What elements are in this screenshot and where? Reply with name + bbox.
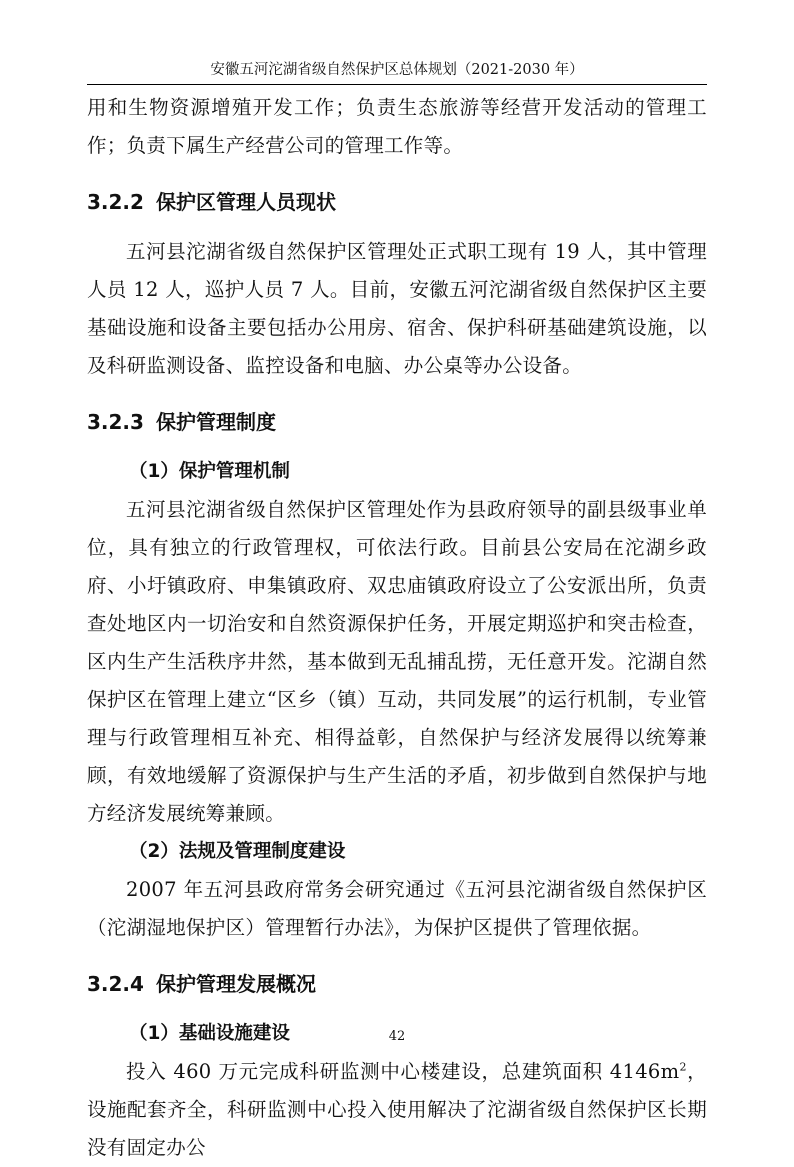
section-heading-3-2-4 [87,965,707,1003]
subheading-regulations: （2）法规及管理制度建设 [129,841,346,862]
header-rule [87,84,707,85]
paragraph-infrastructure [87,1053,707,1167]
paragraph-text-part: ，设施配套齐全，科研监测中心投入使用解决了沱湖省级自然保护区长期没有固定办公 [87,1060,707,1159]
paragraph-staff-status: 五河县沱湖省级自然保护区管理处正式职工现有 19 人，其中管理人员 12 人，巡护人员 7 人。目前，安徽五河沱湖省级自然保护区主要基础设施和设备主要包括办公用房、宿舍、保护科研基础建筑设施，以及科研监测设备、监控设备和电脑、办公桌等办公设备。 [87,240,707,377]
paragraph-management-mechanism: 五河县沱湖省级自然保护区管理处作为县政府领导的副县级事业单位，具有独立的行政管理权，可依法行政。目前县公安局在沱湖乡政府、小圩镇政府、申集镇政府、双忠庙镇政府设立了公安派出所，负责查处地区内一切治安和自然资源保护任务，开展定期巡护和突击检查，区内生产生活秩序井然，基本做到无乱捕乱捞，无任意开发。沱湖自然保护区在管理上建立“区乡（镇）互动，共同发展”的运行机制，专业管理与行政管理相互补充、相得益彰，自然保护与经济发展得以统筹兼顾，有效地缓解了资源保护与生产生活的矛盾，初步做到自然保护与地方经济发展统筹兼顾。 [87,498,707,825]
page-body [87,89,707,1167]
section-number: 3.2.4 [87,972,144,996]
paragraph-continued: 用和生物资源增殖开发工作；负责生态旅游等经营开发活动的管理工作；负责下属生产经营公司的管理工作等。 [87,96,707,157]
section-title: 保护区管理人员现状 [155,190,336,214]
section-heading-3-2-3 [87,403,707,441]
superscript-exponent: 2 [679,1060,687,1074]
paragraph-text-part: 投入 460 万元完成科研监测中心楼建设，总建筑面积 4146m [126,1060,680,1083]
section-title: 保护管理制度 [155,410,276,434]
section-number: 3.2.2 [87,190,144,214]
section-number: 3.2.3 [87,410,144,434]
section-heading-3-2-2 [87,183,707,221]
subheading-management-mechanism: （1）保护管理机制 [129,461,290,482]
subheading-infrastructure: （1）基础设施建设 [129,1023,290,1044]
page-number: 42 [388,1029,406,1044]
section-title: 保护管理发展概况 [155,972,316,996]
running-header: 安徽五河沱湖省级自然保护区总体规划（2021-2030 年） [210,62,584,78]
paragraph-regulations: 2007 年五河县政府常务会研究通过《五河县沱湖省级自然保护区（沱湖湿地保护区）管理暂行办法》，为保护区提供了管理依据。 [87,878,707,939]
